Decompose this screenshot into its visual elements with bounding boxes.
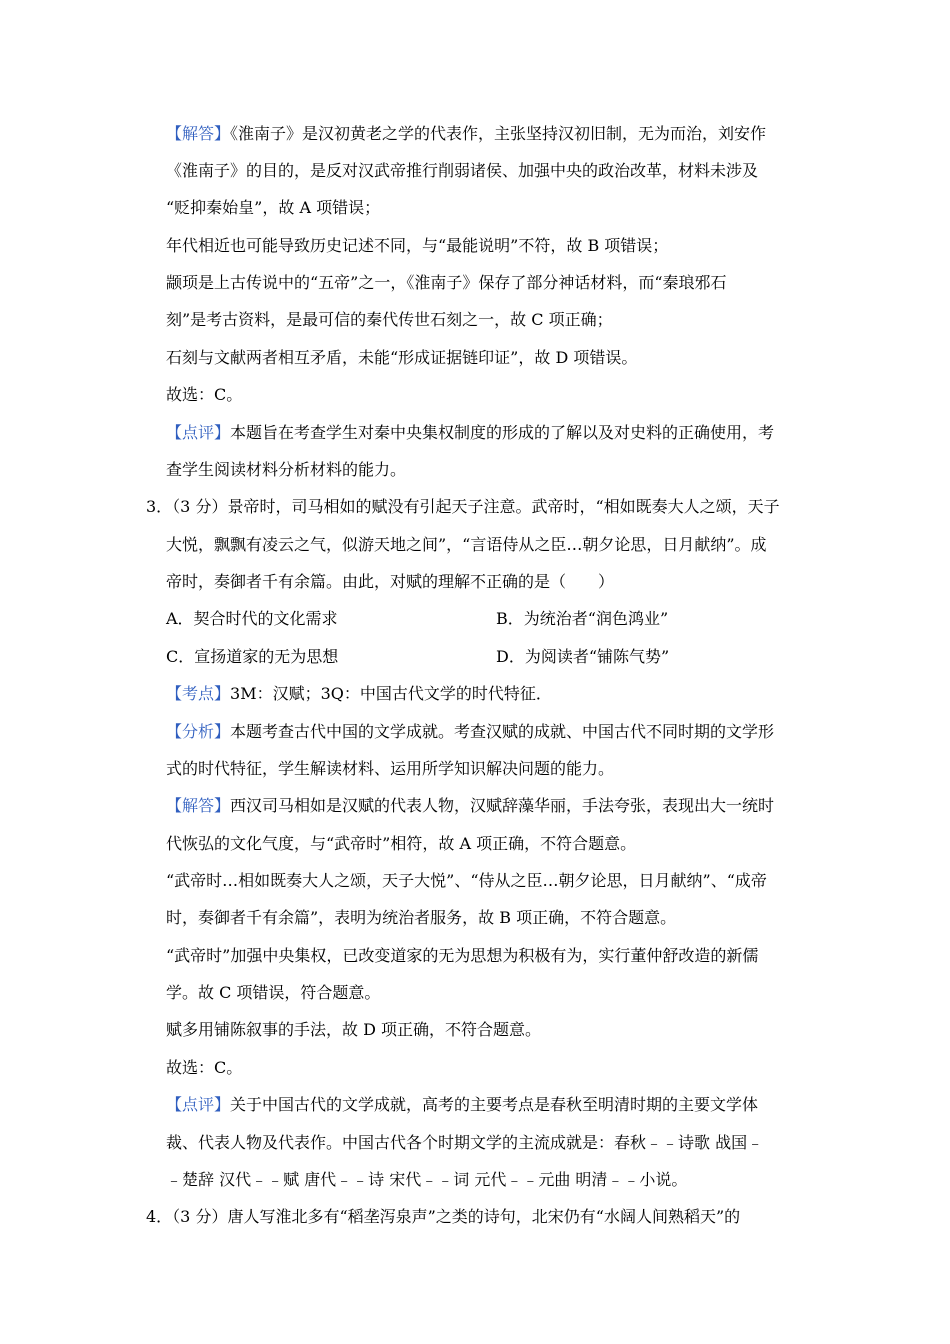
text-line: 代恢弘的文化气度，与“武帝时”相符，故 A 项正确，不符合题意。 bbox=[166, 834, 637, 853]
text-line: 石刻与文献两者相互矛盾，未能“形成证据链印证”，故 D 项错误。 bbox=[166, 348, 638, 367]
comment-tag: 【点评】 bbox=[166, 423, 231, 442]
text-line: 颛顼是上古传说中的“五帝”之一，《淮南子》保存了部分神话材料，而“秦琅邪石 bbox=[166, 273, 727, 292]
text-line: 年代相近也可能导致历史记述不同，与“最能说明”不符，故 B 项错误； bbox=[166, 236, 669, 255]
point-paragraph: 【考点】3M：汉赋；3Q：中国古代文学的时代特征． bbox=[166, 684, 552, 703]
analysis-tag: 【分析】 bbox=[166, 722, 231, 741]
text-line: ﹣楚辞 汉代﹣﹣赋 唐代﹣﹣诗 宋代﹣﹣词 元代﹣﹣元曲 明清﹣﹣小说。 bbox=[166, 1170, 688, 1189]
answer-paragraph: 【解答】《淮南子》是汉初黄老之学的代表作，主张坚持汉初旧制，无为而治，刘安作 bbox=[166, 124, 767, 143]
analysis-paragraph: 【分析】本题考查古代中国的文学成就。考查汉赋的成就、中国古代不同时期的文学形 bbox=[166, 722, 775, 741]
option-a: A．契合时代的文化需求 bbox=[166, 609, 338, 628]
question-3-stem: 3．（3 分）景帝时，司马相如的赋没有引起天子注意。武帝时，“相如既奏大人之颂，天子 bbox=[146, 497, 780, 516]
text-line: 学。故 C 项错误，符合题意。 bbox=[166, 983, 381, 1002]
text-line: “武帝时”加强中央集权，已改变道家的无为思想为积极有为，实行董仲舒改造的新儒 bbox=[166, 946, 759, 965]
text-line: 式的时代特征，学生解读材料、运用所学知识解决问题的能力。 bbox=[166, 759, 615, 778]
question-4-stem: 4．（3 分）唐人写淮北多有“稻垄泻泉声”之类的诗句，北宋仍有“水阔人间熟稻天”的 bbox=[146, 1207, 741, 1226]
comment-paragraph: 【点评】关于中国古代的文学成就，高考的主要考点是春秋至明清时期的主要文学体 bbox=[166, 1095, 759, 1114]
text-line: “武帝时…相如既奏大人之颂，天子大悦”、“侍从之臣…朝夕论思，日月献纳”、“成帝 bbox=[166, 871, 767, 890]
comment-tag: 【点评】 bbox=[166, 1095, 231, 1114]
option-b: B．为统治者“润色鸿业” bbox=[496, 609, 669, 628]
answer-paragraph: 【解答】西汉司马相如是汉赋的代表人物，汉赋辞藻华丽，手法夸张，表现出大一统时 bbox=[166, 796, 775, 815]
text-line: 裁、代表人物及代表作。中国古代各个时期文学的主流成就是：春秋﹣﹣诗歌 战国﹣ bbox=[166, 1133, 764, 1152]
choice-line: 故选：C。 bbox=[166, 1058, 243, 1077]
text-line: 刻”是考古资料，是最可信的秦代传世石刻之一，故 C 项正确； bbox=[166, 310, 613, 329]
text-line: “贬抑秦始皇”，故 A 项错误； bbox=[166, 198, 381, 217]
text-line: 帝时，奏御者千有余篇。由此，对赋的理解不正确的是（ ） bbox=[166, 572, 615, 591]
text-line: 赋多用铺陈叙事的手法，故 D 项正确，不符合题意。 bbox=[166, 1020, 542, 1039]
text-line: 时，奏御者千有余篇”，表明为统治者服务，故 B 项正确，不符合题意。 bbox=[166, 908, 677, 927]
point-tag: 【考点】 bbox=[166, 684, 231, 703]
option-d: D．为阅读者“铺陈气势” bbox=[496, 647, 670, 666]
answer-tag: 【解答】 bbox=[166, 124, 231, 143]
option-c: C．宣扬道家的无为思想 bbox=[166, 647, 339, 666]
choice-line: 故选：C。 bbox=[166, 385, 243, 404]
text-line: 《淮南子》的目的，是反对汉武帝推行削弱诸侯、加强中央的政治改革，材料未涉及 bbox=[166, 161, 759, 180]
comment-paragraph: 【点评】本题旨在考查学生对秦中央集权制度的形成的了解以及对史料的正确使用，考 bbox=[166, 423, 775, 442]
text-line: 大悦，飘飘有凌云之气，似游天地之间”，“言语侍从之臣…朝夕论思，日月献纳”。成 bbox=[166, 535, 767, 554]
answer-tag: 【解答】 bbox=[166, 796, 231, 815]
text-line: 查学生阅读材料分析材料的能力。 bbox=[166, 460, 407, 479]
